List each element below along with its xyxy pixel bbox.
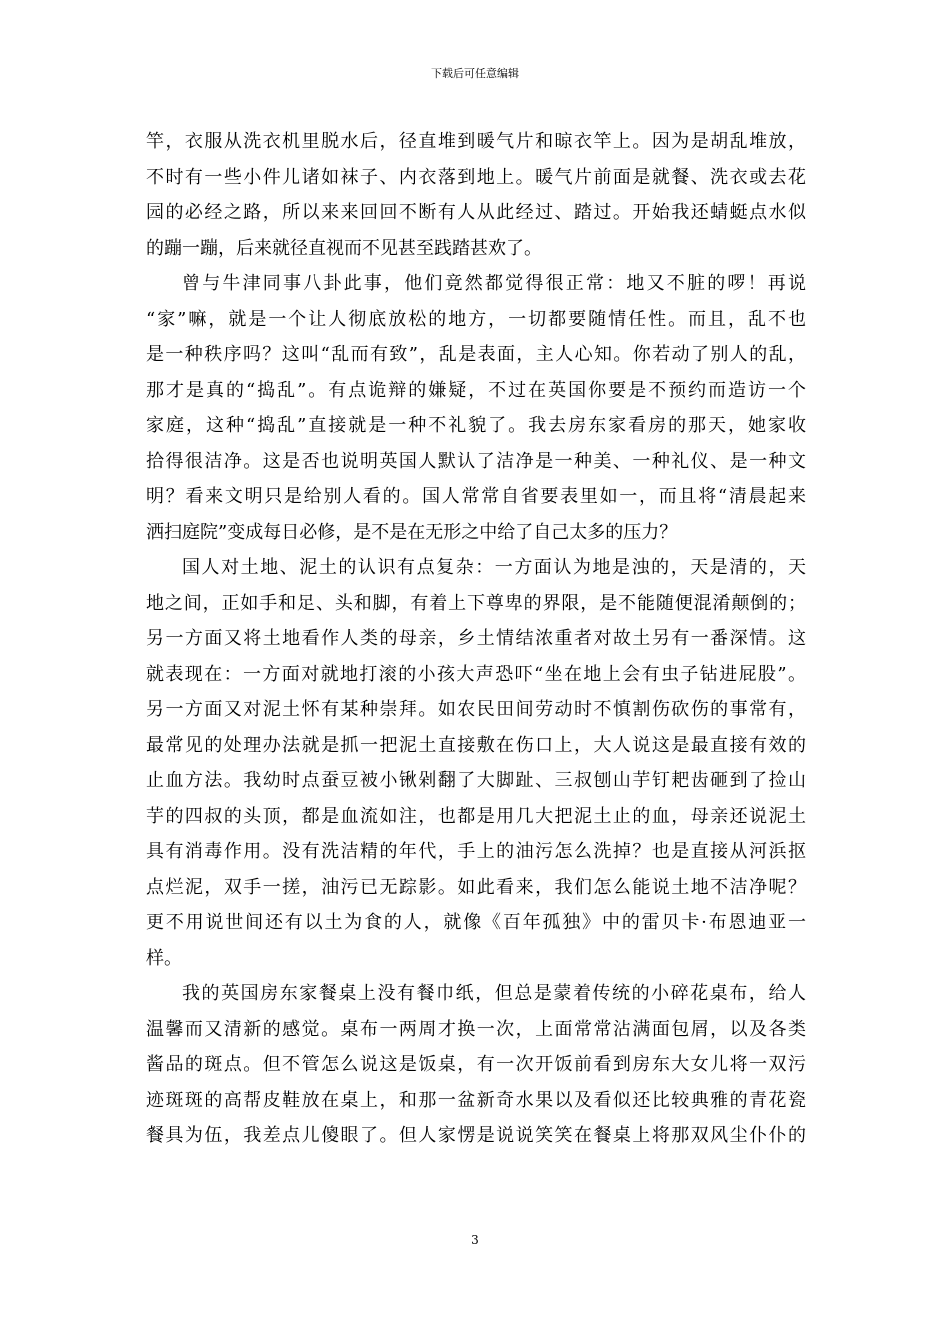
text-line: 国人对土地、泥土的认识有点复杂：一方面认为地是浊的，天是清的，天 xyxy=(182,557,806,578)
text-line: 样。 xyxy=(146,947,182,969)
text-line: 点烂泥，双手一搓，油污已无踪影。如此看来，我们怎么能说土地不洁净呢？ xyxy=(146,876,806,898)
text-line: “家”嘛，就是一个让人彻底放松的地方，一切都要随情任性。而且，乱不也 xyxy=(146,308,806,330)
text-line: 另一方面又将土地看作人类的母亲，乡土情结浓重者对故土另有一番深情。这 xyxy=(146,628,806,649)
text-line: 那才是真的“捣乱”。有点诡辩的嫌疑，不过在英国你要是不预约而造访一个 xyxy=(146,379,806,401)
text-line: 温馨而又清新的感觉。桌布一两周才换一次，上面常常沾满面包屑，以及各类 xyxy=(146,1018,806,1040)
text-line: 是一种秩序吗？这叫“乱而有致”，乱是表面，主人心知。你若动了别人的乱， xyxy=(146,344,806,365)
text-line: 洒扫庭院”变成每日必修，是不是在无形之中给了自己太多的压力？ xyxy=(146,521,678,543)
document-body xyxy=(146,124,806,1154)
text-line: 更不用说世间还有以土为食的人，就像《百年孤独》中的雷贝卡·布恩迪亚一 xyxy=(146,912,806,933)
text-line: 具有消毒作用。没有洗洁精的年代，手上的油污怎么洗掉？也是直接从河浜抠 xyxy=(146,841,806,862)
text-line: 我的英国房东家餐桌上没有餐巾纸，但总是蒙着传统的小碎花桌布，给人 xyxy=(182,983,806,1004)
page-number: 3 xyxy=(471,1233,479,1247)
text-line: 迹斑斑的高帮皮鞋放在桌上，和那一盆新奇水果以及看似还比较典雅的青花瓷 xyxy=(146,1089,806,1111)
text-line: 就表现在：一方面对就地打滚的小孩大声恐吓“坐在地上会有虫子钻进屁股”。 xyxy=(146,663,806,685)
text-line: 地之间，正如手和足、头和脚，有着上下尊卑的界限，是不能随便混淆颠倒的； xyxy=(146,592,806,614)
text-line: 家庭，这种“捣乱”直接就是一种不礼貌了。我去房东家看房的那天，她家收 xyxy=(146,415,806,436)
text-line: 曾与牛津同事八卦此事，他们竟然都觉得很正常：地又不脏的啰！再说 xyxy=(182,273,806,294)
text-line: 芋的四叔的头顶，都是血流如注，也都是用几大把泥土止的血，母亲还说泥土 xyxy=(146,805,806,827)
text-line: 酱品的斑点。但不管怎么说这是饭桌，有一次开饭前看到房东大女儿将一双污 xyxy=(146,1054,806,1075)
text-line: 止血方法。我幼时点蚕豆被小锹剁翻了大脚趾、三叔刨山芋钉耙齿砸到了捡山 xyxy=(146,770,806,791)
text-line: 竿，衣服从洗衣机里脱水后，径直堆到暖气片和晾衣竿上。因为是胡乱堆放， xyxy=(146,131,806,152)
text-line: 不时有一些小件儿诸如袜子、内衣落到地上。暖气片前面是就餐、洗衣或去花 xyxy=(146,166,806,188)
text-line: 餐具为伍，我差点儿傻眼了。但人家愣是说说笑笑在餐桌上将那双风尘仆仆的 xyxy=(146,1125,806,1146)
text-line: 拾得很洁净。这是否也说明英国人默认了洁净是一种美、一种礼仪、是一种文 xyxy=(146,450,806,472)
page-header: 下载后可任意编辑 xyxy=(431,67,519,80)
text-line: 明？看来文明只是给别人看的。国人常常自省要表里如一，而且将“清晨起来 xyxy=(146,486,806,507)
text-line: 另一方面又对泥土怀有某种崇拜。如农民田间劳动时不慎割伤砍伤的事常有， xyxy=(146,699,806,720)
text-line: 最常见的处理办法就是抓一把泥土直接敷在伤口上，大人说这是最直接有效的 xyxy=(146,734,806,756)
text-line: 的蹦一蹦，后来就径直视而不见甚至践踏甚欢了。 xyxy=(146,237,542,259)
text-line: 园的必经之路，所以来来回回不断有人从此经过、踏过。开始我还蜻蜓点水似 xyxy=(146,202,806,223)
